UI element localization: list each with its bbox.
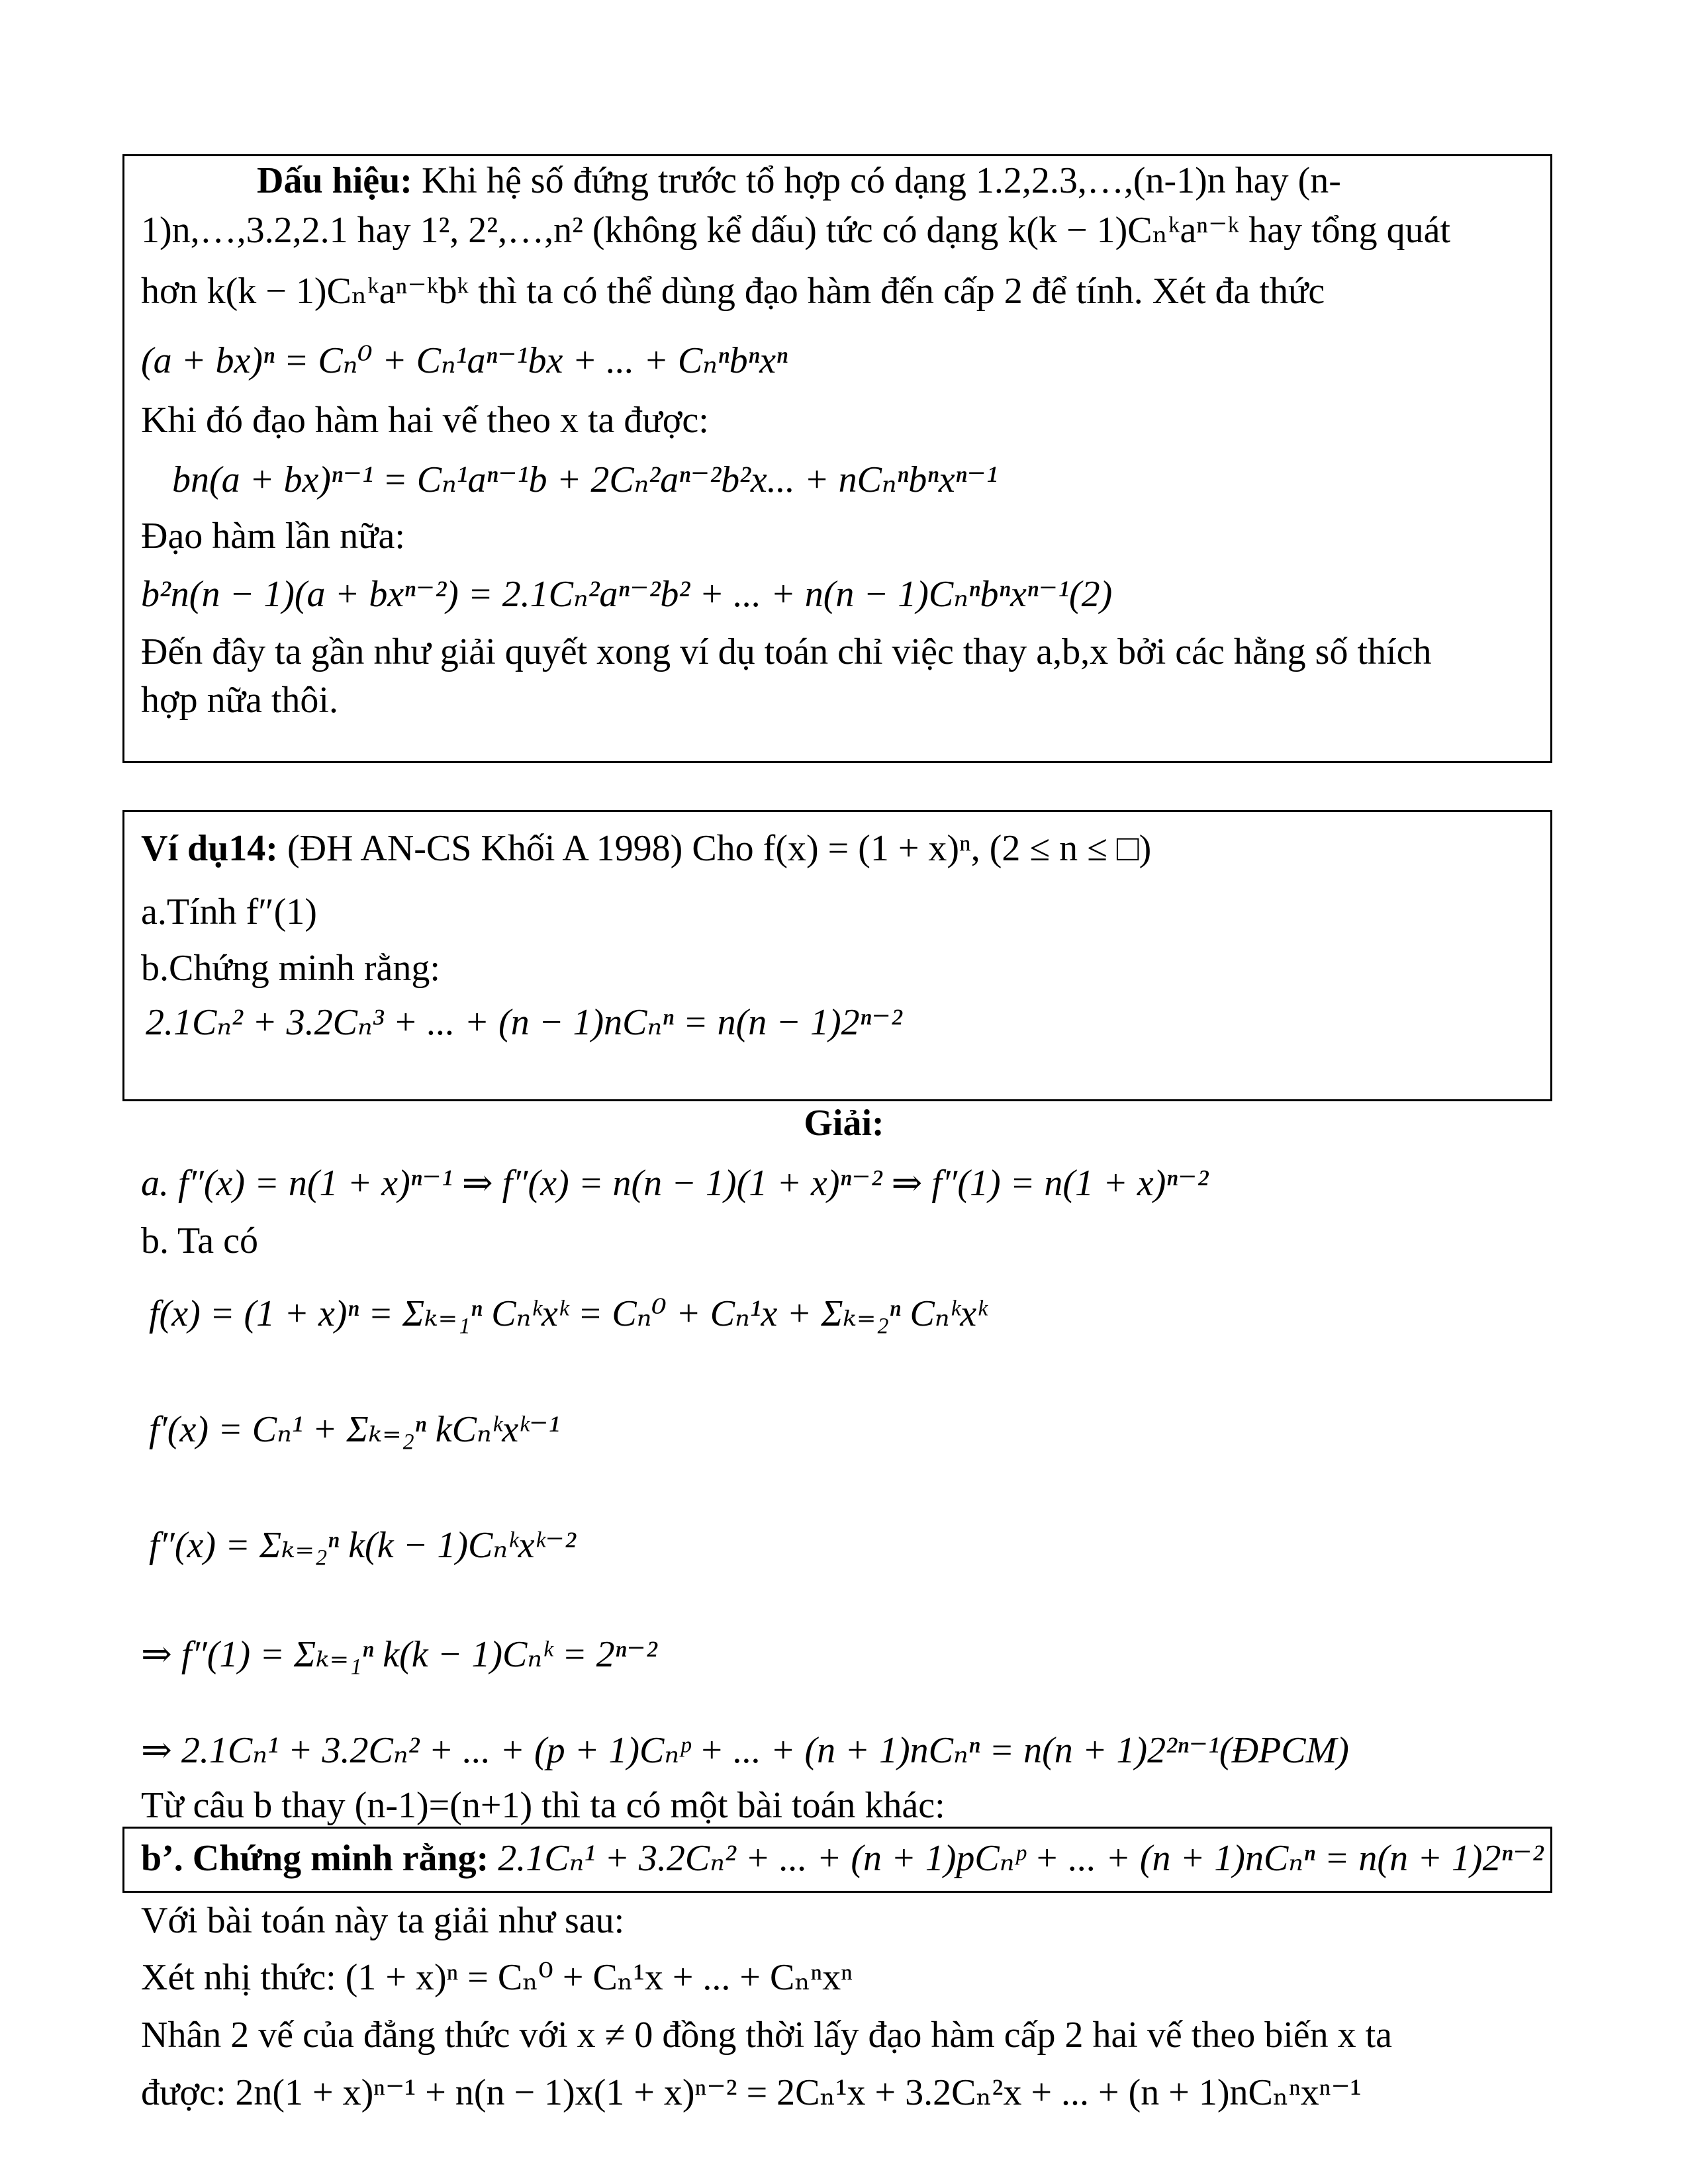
solution-title: Giải: (804, 1103, 884, 1144)
solution-b: b. Ta có (141, 1220, 258, 1261)
solution-a: a. f″(x) = n(1 + x)ⁿ⁻¹ ⇒ f″(x) = n(n − 1)(1 + x)ⁿ⁻² ⇒ f″(1) = n(1 + x)ⁿ⁻² (141, 1163, 1209, 1204)
example-text-1: (ĐH AN-CS Khối A 1998) Cho f(x) = (1 + x)ⁿ, (2 ≤ n ≤ □) (287, 828, 1152, 869)
example-line-1 (141, 825, 1151, 872)
sign-line-9: Đến đây ta gần như giải quyết xong ví dụ toán chỉ việc thay a,b,x bởi các hằng số thích (141, 631, 1432, 672)
tail-line-3: Nhân 2 vế của đẳng thức với x ≠ 0 đồng thời lấy đạo hàm cấp 2 hai vế theo biến x ta (141, 2015, 1393, 2056)
example-line-2: a.Tính f″(1) (141, 891, 317, 933)
sign-line-3: hơn k(k − 1)Cₙᵏaⁿ⁻ᵏbᵏ thì ta có thể dùng đạo hàm đến cấp 2 để tính. Xét đa thức (141, 271, 1325, 312)
sign-line-7: Đạo hàm lần nữa: (141, 516, 405, 557)
solution-eq-4: ⇒ f″(1) = Σₖ₌₁ⁿ k(k − 1)Cₙᵏ = 2ⁿ⁻² (141, 1634, 657, 1675)
sign-formula-2: bn(a + bx)ⁿ⁻¹ = Cₙ¹aⁿ⁻¹b + 2Cₙ²aⁿ⁻²b²x... + nCₙⁿbⁿxⁿ⁻¹ (172, 459, 998, 500)
example-line-3: b.Chứng minh rằng: (141, 948, 440, 989)
example-heading: Ví dụ14: (141, 828, 278, 869)
solution-eq-5: ⇒ 2.1Cₙ¹ + 3.2Cₙ² + ... + (p + 1)Cₙᵖ + ... + (n + 1)nCₙⁿ = n(n + 1)2²ⁿ⁻¹(ĐPCM) (141, 1730, 1349, 1771)
sign-formula-1: (a + bx)ⁿ = Cₙ⁰ + Cₙ¹aⁿ⁻¹bx + ... + Cₙⁿbⁿxⁿ (141, 340, 788, 381)
tail-line-1: Với bài toán này ta giải như sau: (141, 1900, 625, 1941)
sign-line-1 (257, 158, 1341, 204)
solution-eq-1: f(x) = (1 + x)ⁿ = Σₖ₌₁ⁿ Cₙᵏxᵏ = Cₙ⁰ + Cₙ¹x + Σₖ₌₂ⁿ Cₙᵏxᵏ (149, 1293, 987, 1334)
variant-heading: b’. Chứng minh rằng: (141, 1838, 489, 1879)
sign-line-10: hợp nữa thôi. (141, 680, 338, 721)
sign-line-2: 1)n,…,3.2,2.1 hay 1², 2²,…,n² (không kể dấu) tức có dạng k(k − 1)Cₙᵏaⁿ⁻ᵏ hay tổng quát (141, 210, 1451, 251)
solution-note: Từ câu b thay (n-1)=(n+1) thì ta có một bài toán khác: (141, 1785, 945, 1826)
sign-text-1: Khi hệ số đứng trước tổ hợp có dạng 1.2,2.3,…,(n-1)n hay (n- (421, 160, 1341, 201)
sign-formula-3: b²n(n − 1)(a + bxⁿ⁻²) = 2.1Cₙ²aⁿ⁻²b² + ... + n(n − 1)Cₙⁿbⁿxⁿ⁻¹(2) (141, 574, 1113, 615)
solution-eq-2: f′(x) = Cₙ¹ + Σₖ₌₂ⁿ kCₙᵏxᵏ⁻¹ (149, 1409, 560, 1450)
variant-line (141, 1835, 1544, 1882)
tail-line-2: Xét nhị thức: (1 + x)ⁿ = Cₙ⁰ + Cₙ¹x + ... + Cₙⁿxⁿ (141, 1957, 853, 1998)
solution-eq-3: f″(x) = Σₖ₌₂ⁿ k(k − 1)Cₙᵏxᵏ⁻² (149, 1525, 576, 1566)
tail-line-4: được: 2n(1 + x)ⁿ⁻¹ + n(n − 1)x(1 + x)ⁿ⁻² = 2Cₙ¹x + 3.2Cₙ²x + ... + (n + 1)nCₙⁿxⁿ⁻¹ (141, 2072, 1362, 2113)
sign-heading: Dấu hiệu: (257, 160, 412, 201)
sign-line-5: Khi đó đạo hàm hai vế theo x ta được: (141, 400, 709, 441)
variant-formula: 2.1Cₙ¹ + 3.2Cₙ² + ... + (n + 1)pCₙᵖ + ... + (n + 1)nCₙⁿ = n(n + 1)2ⁿ⁻² (498, 1838, 1544, 1879)
example-formula: 2.1Cₙ² + 3.2Cₙ³ + ... + (n − 1)nCₙⁿ = n(n − 1)2ⁿ⁻² (146, 1002, 902, 1043)
